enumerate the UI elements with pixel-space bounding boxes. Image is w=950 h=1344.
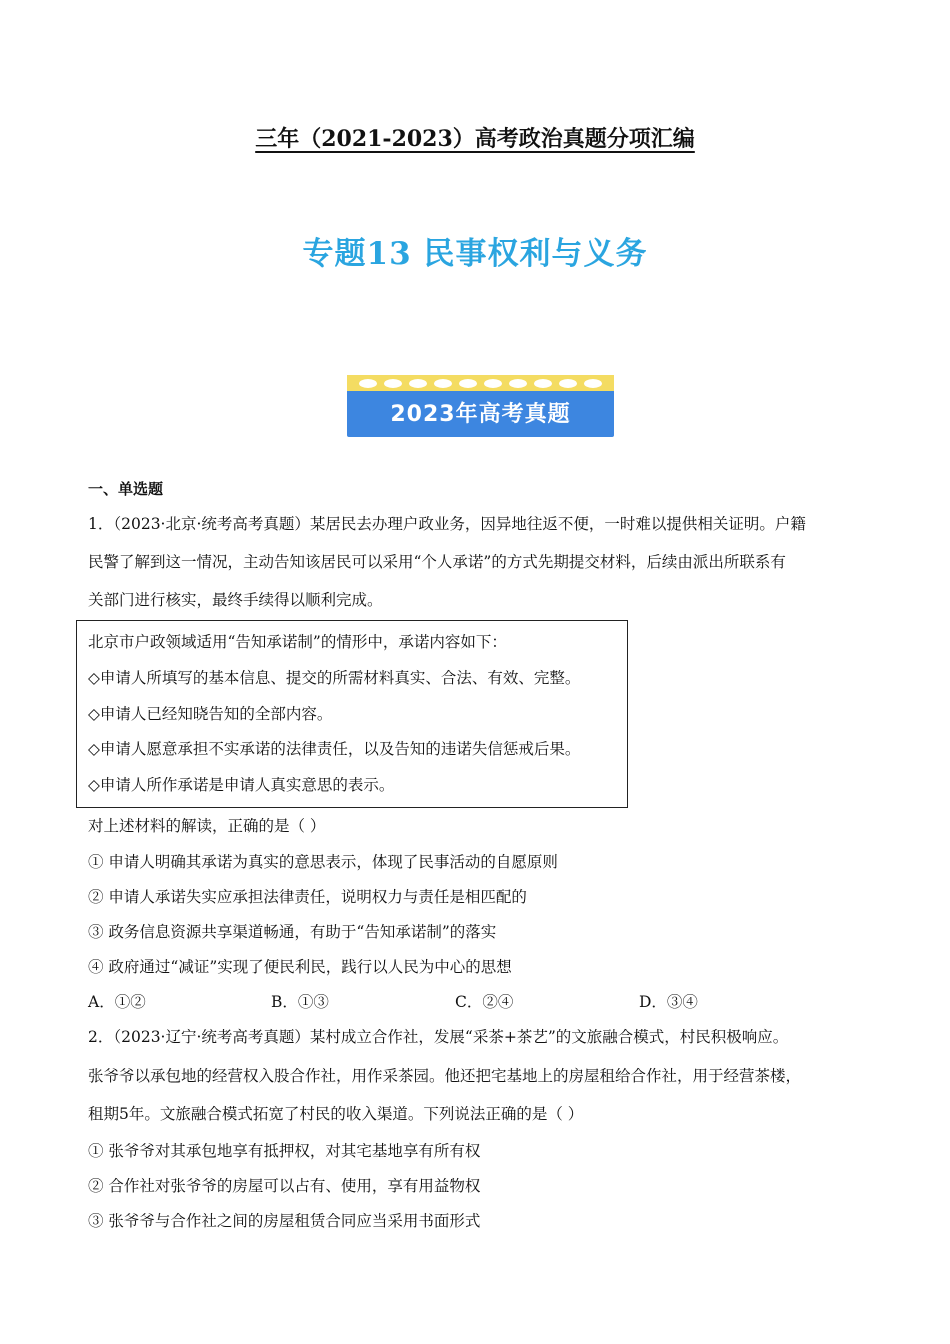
q1-text-line: 民警了解到这一情况，主动告知该居民可以采用“个人承诺”的方式先期提交材料，后续由派出所联系有: [88, 553, 786, 571]
q1-option-d: D．③④: [639, 993, 698, 1011]
q1-box-line: ◇申请人已经知晓告知的全部内容。: [88, 705, 333, 723]
q1-stem: 对上述材料的解读，正确的是（ ）: [88, 817, 326, 835]
q1-box-line: 北京市户政领域适用“告知承诺制”的情形中，承诺内容如下：: [88, 633, 507, 651]
q1-option-c: C．②④: [455, 993, 514, 1011]
q1-option-b: B．①③: [271, 993, 329, 1011]
q1-item: ④ 政府通过“减证”实现了便民利民，践行以人民为中心的思想: [88, 958, 512, 976]
q1-text-line: 关部门进行核实，最终手续得以顺利完成。: [88, 591, 383, 609]
banner-label: 2023年高考真题: [390, 402, 571, 427]
banner-dot-strip: [347, 375, 614, 391]
q2-text-line: 租期5年。文旅融合模式拓宽了村民的收入渠道。下列说法正确的是（ ）: [88, 1105, 584, 1123]
main-title: [0, 122, 950, 153]
topic-title: 专题13 民事权利与义务: [302, 236, 648, 272]
q2-item: ③ 张爷爷与合作社之间的房屋租赁合同应当采用书面形式: [88, 1212, 481, 1230]
q1-text-line: 1．（2023·北京·统考高考真题）某居民去办理户政业务，因异地往返不便，一时难以提供相关证明。户籍: [88, 515, 806, 533]
main-title-text: 三年（2021-2023）高考政治真题分项汇编: [255, 126, 695, 152]
q2-text-line: 张爷爷以承包地的经营权入股合作社，用作采茶园。他还把宅基地上的房屋租给合作社，用于经营茶楼，: [88, 1067, 802, 1085]
q1-item: ① 申请人明确其承诺为真实的意思表示，体现了民事活动的自愿原则: [88, 853, 558, 871]
q1-option-a: A．①②: [88, 993, 146, 1011]
q2-item: ② 合作社对张爷爷的房屋可以占有、使用，享有用益物权: [88, 1177, 481, 1195]
q1-box-line: ◇申请人愿意承担不实承诺的法律责任，以及告知的违诺失信惩戒后果。: [88, 740, 581, 758]
year-banner: [347, 375, 614, 437]
q1-box-line: ◇申请人所填写的基本信息、提交的所需材料真实、合法、有效、完整。: [88, 669, 581, 687]
q1-item: ② 申请人承诺失实应承担法律责任，说明权力与责任是相匹配的: [88, 888, 527, 906]
section-title: 一、单选题: [88, 480, 164, 498]
q1-box-line: ◇申请人所作承诺是申请人真实意思的表示。: [88, 776, 395, 794]
q2-item: ① 张爷爷对其承包地享有抵押权，对其宅基地享有所有权: [88, 1142, 481, 1160]
q1-item: ③ 政务信息资源共享渠道畅通，有助于“告知承诺制”的落实: [88, 923, 497, 941]
q2-text-line: 2．（2023·辽宁·统考高考真题）某村成立合作社，发展“采茶+茶艺”的文旅融合模式，村民积极响应。: [88, 1028, 789, 1046]
